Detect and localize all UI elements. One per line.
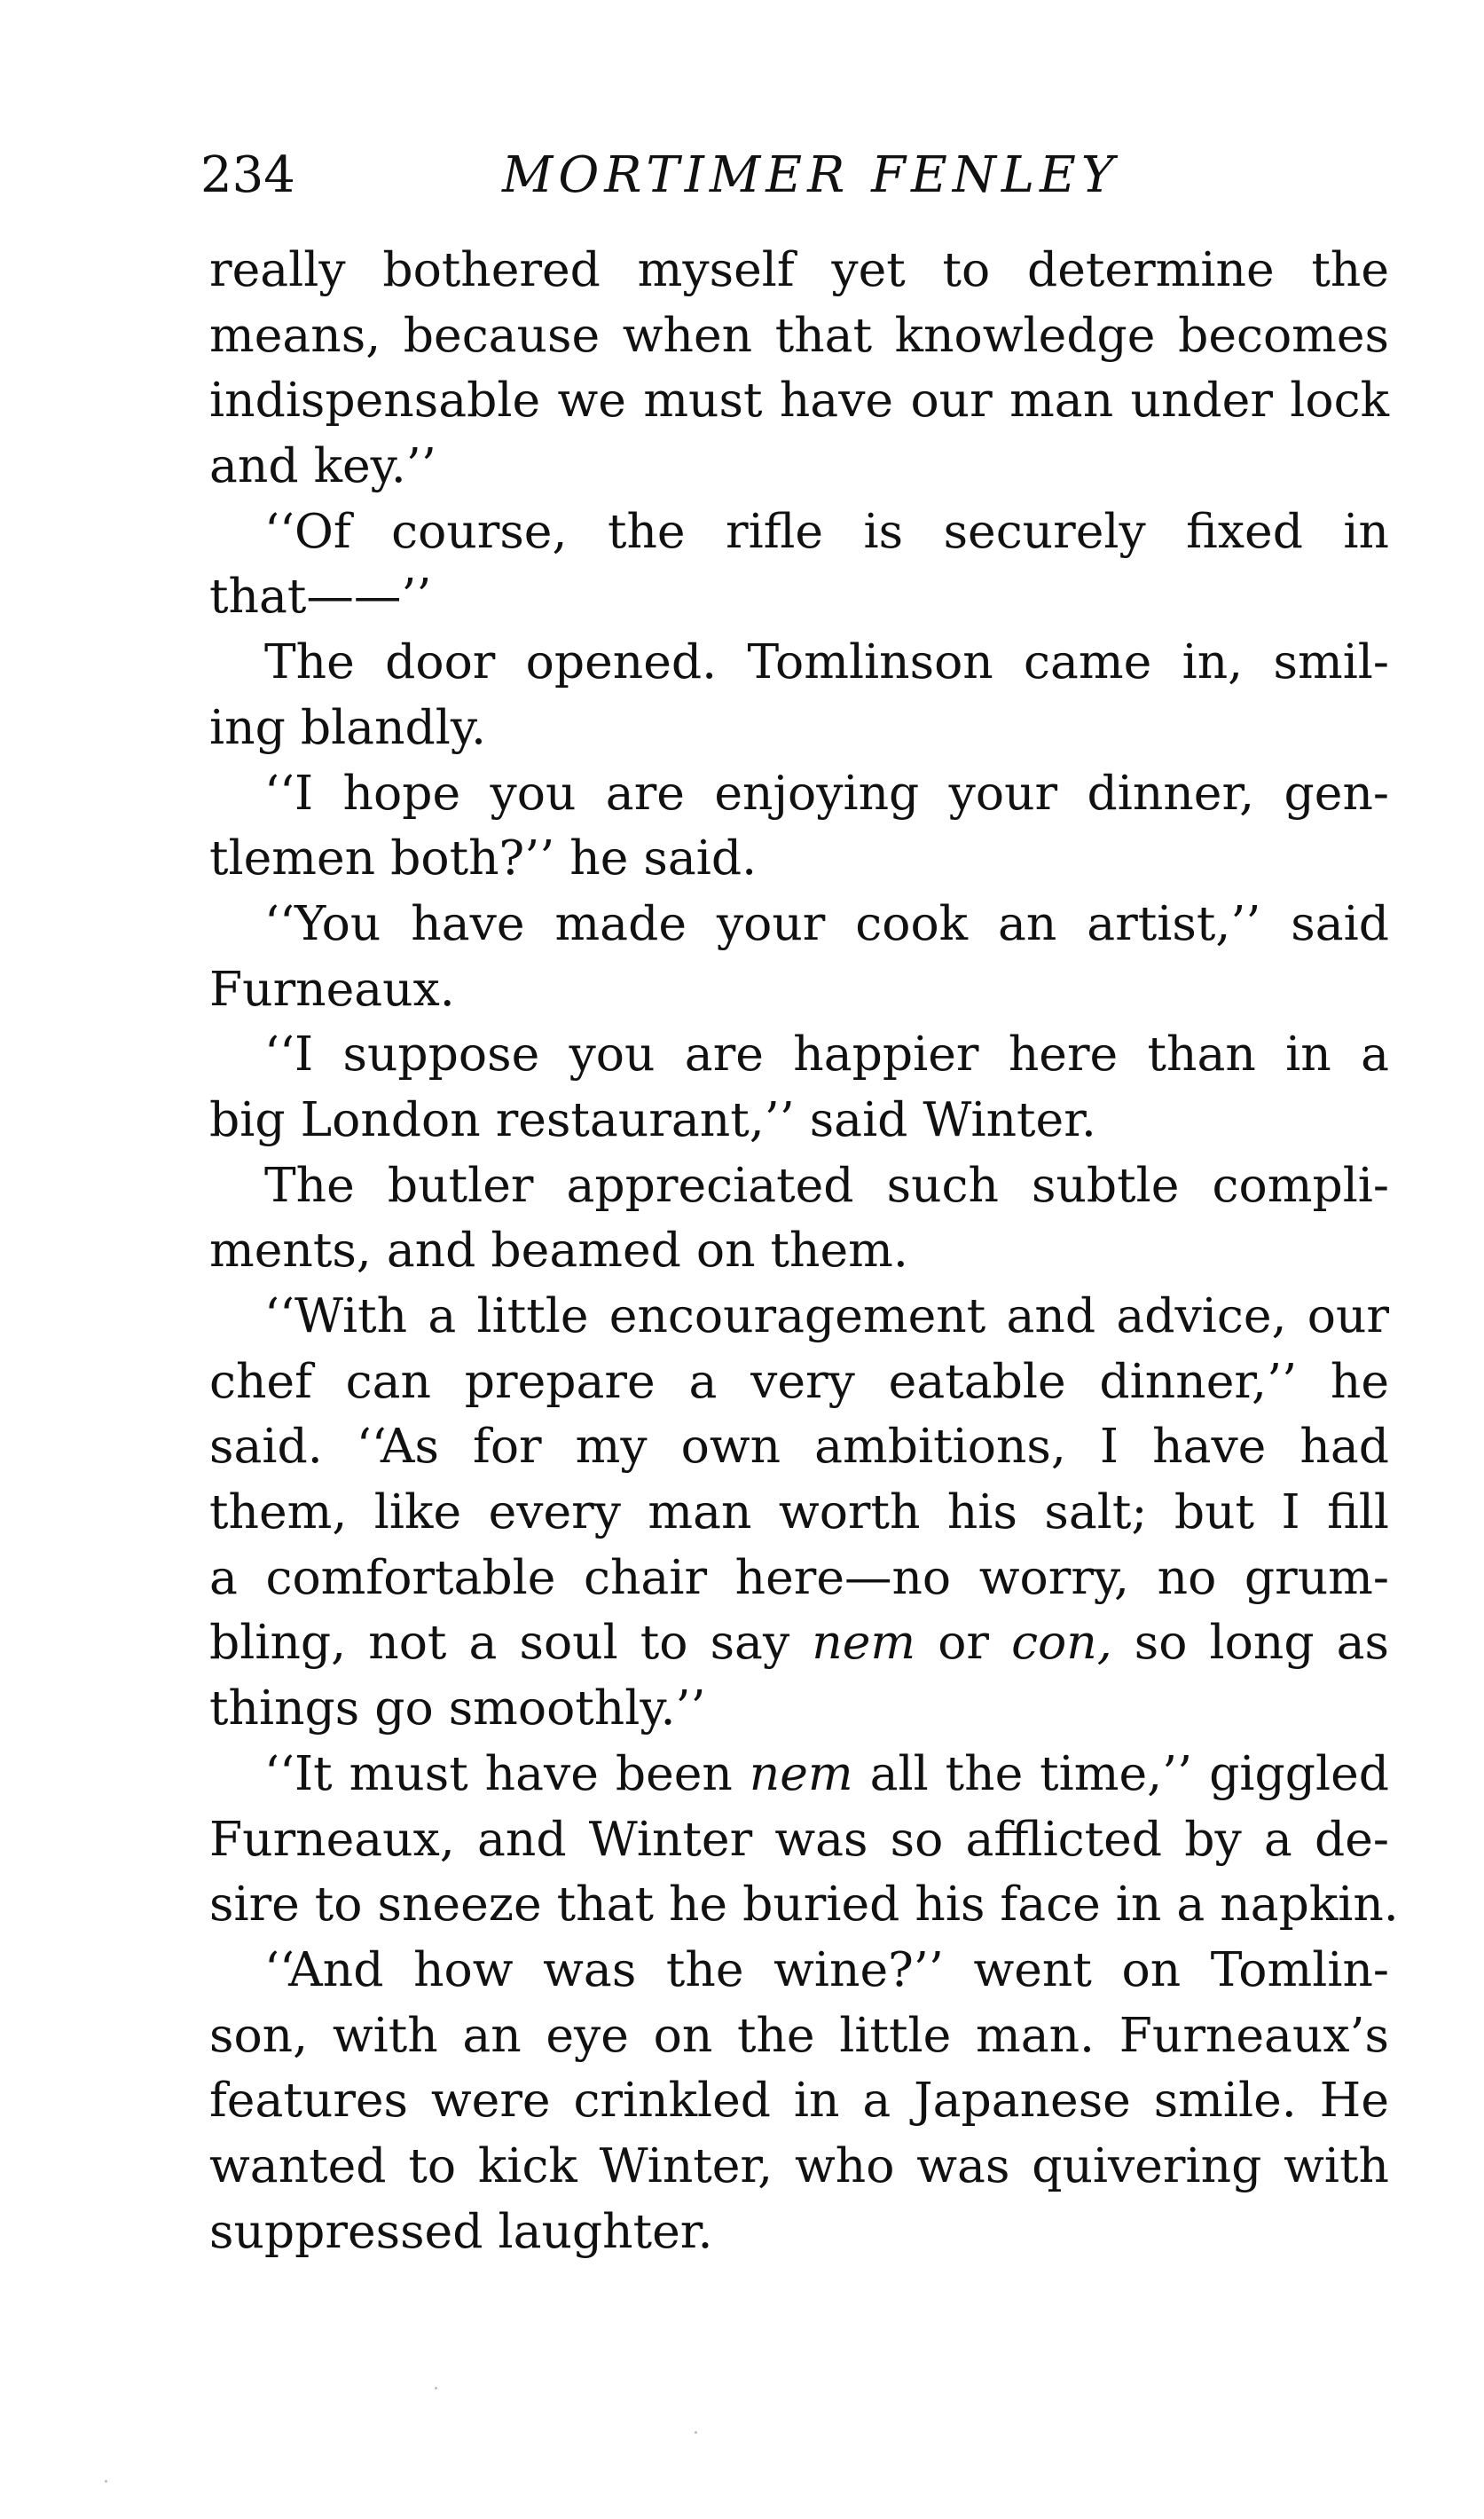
text-line: son, with an eye on the little man. Furneaux’s [209, 2006, 1389, 2063]
text-line: ‘‘I hope you are enjoying your dinner, gen- [264, 764, 1389, 821]
page-number: 234 [200, 146, 295, 204]
text-line: ‘‘And how was the wine?’’ went on Tomlin- [264, 1940, 1389, 1997]
text-line: means, because when that knowledge becomes [209, 306, 1389, 363]
text-line: The butler appreciated such subtle compli- [264, 1156, 1389, 1213]
text-line: things go smoothly.’’ [209, 1680, 706, 1736]
text-line: Furneaux. [209, 960, 455, 1017]
text-line: wanted to kick Winter, who was quivering with [209, 2137, 1389, 2193]
text-line: sire to sneeze that he buried his face in a napkin. [209, 1876, 1399, 1933]
text-line: a comfortable chair here—no worry, no grum- [209, 1548, 1389, 1605]
text-line: ‘‘With a little encouragement and advice, our [264, 1287, 1389, 1343]
text-line: said. ‘‘As for my own ambitions, I have had [209, 1418, 1389, 1475]
text-line: ing blandly. [209, 698, 487, 755]
text-line: Furneaux, and Winter was so afflicted by a de- [209, 1810, 1389, 1867]
page-header [200, 140, 1398, 211]
text-line: ‘‘I suppose you are happier here than in a [264, 1026, 1389, 1082]
text-line: bling, not a soul to say nem or con, so long as [209, 1614, 1390, 1671]
text-line: them, like every man worth his salt; but I fill [209, 1484, 1389, 1540]
text-line: suppressed laughter. [209, 2202, 713, 2259]
text-line: ments, and beamed on them. [209, 1222, 908, 1279]
text-line: tlemen both?’’ he said. [209, 830, 758, 886]
running-title: MORTIMER FENLEY [502, 146, 1119, 204]
text-line: ‘‘Of course, the rifle is securely fixed in [264, 502, 1389, 559]
text-line: and key.’’ [209, 437, 436, 494]
text-line: ‘‘It must have been nem all the time,’’ giggled [264, 1744, 1389, 1801]
text-line: big London restaurant,’’ said Winter. [209, 1090, 1096, 1147]
text-line: that——’’ [209, 568, 432, 625]
text-line: indispensable we must have our man under lock [209, 372, 1389, 429]
text-line: The door opened. Tomlinson came in, smil- [264, 634, 1389, 690]
text-line: really bothered myself yet to determine the [209, 241, 1389, 297]
text-line: ‘‘You have made your cook an artist,’’ said [264, 894, 1389, 951]
text-line: chef can prepare a very eatable dinner,’’ he [209, 1352, 1389, 1409]
text-line: features were crinkled in a Japanese smile. He [209, 2072, 1389, 2129]
body-text [209, 237, 1399, 2263]
